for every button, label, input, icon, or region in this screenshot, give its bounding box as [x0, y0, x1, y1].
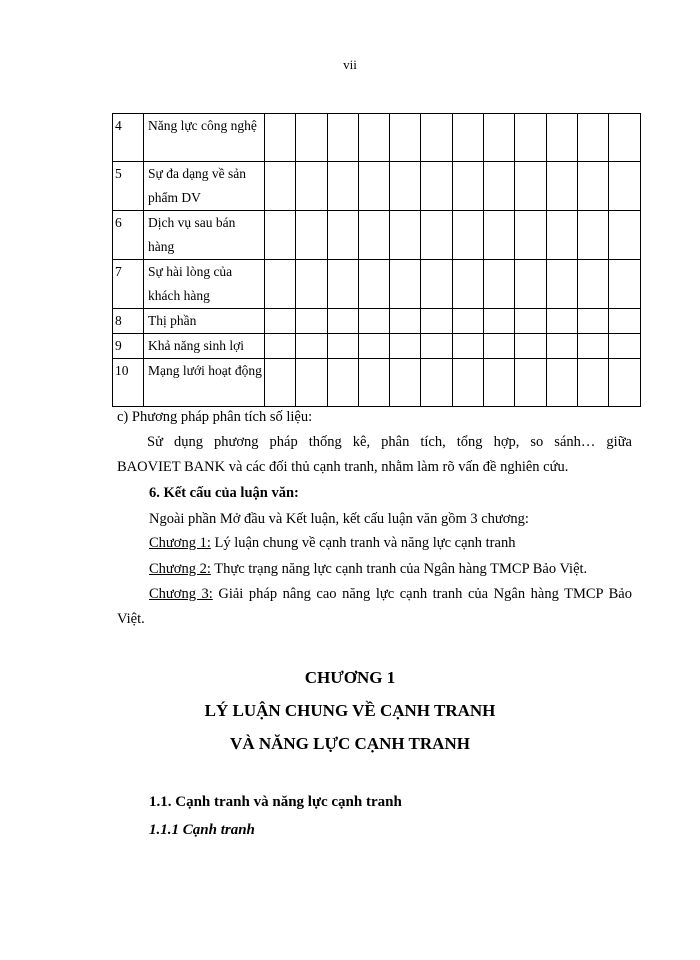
score-cell	[546, 162, 577, 211]
score-cell	[358, 211, 389, 260]
score-cell	[452, 211, 483, 260]
score-cell	[421, 114, 452, 162]
score-cell	[296, 359, 327, 407]
score-cell	[609, 309, 640, 334]
score-cell	[421, 334, 452, 359]
chapter-3-text-line1: Giải pháp nâng cao năng lực cạnh tranh của Ngân hàng TMCP Bảo	[212, 586, 632, 602]
criteria-table-body	[113, 114, 641, 407]
row-number: 10	[113, 359, 144, 407]
analysis-description-line1: Sử dụng phương pháp thống kê, phân tích, tổng hợp, so sánh… giữa	[147, 434, 632, 450]
chapter-2-summary	[149, 557, 629, 582]
chapter-title-line1: LÝ LUẬN CHUNG VỀ CẠNH TRANH	[204, 701, 496, 720]
score-cell	[609, 359, 640, 407]
chapter-3-label: Chương 3:	[149, 586, 213, 602]
row-criterion: Khả năng sinh lợi	[144, 334, 265, 359]
score-cell	[327, 359, 358, 407]
row-number: 8	[113, 309, 144, 334]
row-criterion: Năng lực công nghệ	[144, 114, 265, 162]
score-cell	[515, 162, 546, 211]
table-row	[113, 162, 641, 211]
chapter-number: CHƯƠNG 1	[304, 668, 396, 687]
chapter-1-label: Chương 1:	[149, 535, 211, 551]
score-cell	[546, 309, 577, 334]
row-number: 4	[113, 114, 144, 162]
score-cell	[390, 309, 421, 334]
score-cell	[484, 309, 515, 334]
score-cell	[577, 334, 608, 359]
score-cell	[358, 334, 389, 359]
section-1-1-1-heading: 1.1.1 Cạnh tranh	[149, 822, 255, 838]
score-cell	[390, 260, 421, 309]
score-cell	[515, 260, 546, 309]
score-cell	[421, 260, 452, 309]
score-cell	[296, 211, 327, 260]
criteria-table	[112, 113, 641, 407]
table-row	[113, 359, 641, 407]
row-number: 5	[113, 162, 144, 211]
row-criterion: Dịch vụ sau bán hàng	[144, 211, 265, 260]
score-cell	[484, 359, 515, 407]
score-cell	[515, 114, 546, 162]
chapter-1-summary	[149, 531, 629, 556]
row-criterion: Thị phần	[144, 309, 265, 334]
score-cell	[515, 211, 546, 260]
section-1-1-heading: 1.1. Cạnh tranh và năng lực cạnh tranh	[149, 794, 402, 810]
score-cell	[452, 114, 483, 162]
row-number: 7	[113, 260, 144, 309]
score-cell	[577, 211, 608, 260]
score-cell	[577, 309, 608, 334]
score-cell	[515, 309, 546, 334]
score-cell	[577, 359, 608, 407]
score-cell	[265, 309, 296, 334]
score-cell	[358, 114, 389, 162]
score-cell	[484, 114, 515, 162]
score-cell	[265, 211, 296, 260]
score-cell	[484, 334, 515, 359]
score-cell	[609, 334, 640, 359]
score-cell	[327, 211, 358, 260]
score-cell	[390, 114, 421, 162]
score-cell	[515, 359, 546, 407]
score-cell	[577, 114, 608, 162]
score-cell	[265, 260, 296, 309]
score-cell	[452, 162, 483, 211]
score-cell	[421, 359, 452, 407]
score-cell	[327, 309, 358, 334]
score-cell	[265, 162, 296, 211]
row-criterion: Sự đa dạng về sản phẩm DV	[144, 162, 265, 211]
table-row	[113, 211, 641, 260]
chapter-3-text-line2: Việt.	[117, 611, 145, 627]
score-cell	[296, 114, 327, 162]
score-cell	[609, 260, 640, 309]
score-cell	[609, 211, 640, 260]
score-cell	[296, 260, 327, 309]
score-cell	[265, 359, 296, 407]
score-cell	[358, 162, 389, 211]
score-cell	[452, 359, 483, 407]
score-cell	[609, 162, 640, 211]
chapter-3-summary	[149, 582, 632, 607]
chapter-1-text: Lý luận chung về cạnh tranh và năng lực cạnh tranh	[210, 535, 516, 551]
score-cell	[296, 309, 327, 334]
score-cell	[577, 260, 608, 309]
chapter-2-text: Thực trạng năng lực cạnh tranh của Ngân hàng TMCP Bảo Việt.	[210, 561, 588, 577]
score-cell	[327, 260, 358, 309]
score-cell	[390, 162, 421, 211]
structure-heading: 6. Kết cấu của luận văn:	[149, 485, 299, 501]
row-criterion: Mạng lưới hoạt động	[144, 359, 265, 407]
score-cell	[327, 162, 358, 211]
analysis-description-line2: BAOVIET BANK và các đối thủ cạnh tranh, nhằm làm rõ vấn đề nghiên cứu.	[117, 459, 569, 475]
score-cell	[609, 114, 640, 162]
score-cell	[452, 334, 483, 359]
score-cell	[327, 114, 358, 162]
structure-intro: Ngoài phần Mở đầu và Kết luận, kết cấu luận văn gồm 3 chương:	[149, 511, 529, 527]
row-criterion: Sự hài lòng của khách hàng	[144, 260, 265, 309]
table-row	[113, 309, 641, 334]
score-cell	[515, 334, 546, 359]
score-cell	[390, 359, 421, 407]
score-cell	[327, 334, 358, 359]
score-cell	[484, 162, 515, 211]
score-cell	[265, 114, 296, 162]
score-cell	[296, 162, 327, 211]
table-row	[113, 114, 641, 162]
page-number: vii	[343, 57, 357, 72]
score-cell	[390, 334, 421, 359]
score-cell	[484, 260, 515, 309]
score-cell	[546, 114, 577, 162]
table-row	[113, 334, 641, 359]
score-cell	[390, 211, 421, 260]
score-cell	[358, 309, 389, 334]
score-cell	[577, 162, 608, 211]
table-row	[113, 260, 641, 309]
score-cell	[452, 309, 483, 334]
row-number: 9	[113, 334, 144, 359]
chapter-2-label: Chương 2:	[149, 561, 211, 577]
score-cell	[452, 260, 483, 309]
score-cell	[546, 334, 577, 359]
score-cell	[546, 359, 577, 407]
score-cell	[421, 211, 452, 260]
score-cell	[296, 334, 327, 359]
score-cell	[421, 162, 452, 211]
score-cell	[546, 211, 577, 260]
score-cell	[358, 359, 389, 407]
row-number: 6	[113, 211, 144, 260]
score-cell	[421, 309, 452, 334]
score-cell	[358, 260, 389, 309]
score-cell	[546, 260, 577, 309]
score-cell	[265, 334, 296, 359]
score-cell	[484, 211, 515, 260]
chapter-title-line2: VÀ NĂNG LỰC CẠNH TRANH	[230, 734, 470, 753]
analysis-method-heading: c) Phương pháp phân tích số liệu:	[117, 409, 313, 425]
